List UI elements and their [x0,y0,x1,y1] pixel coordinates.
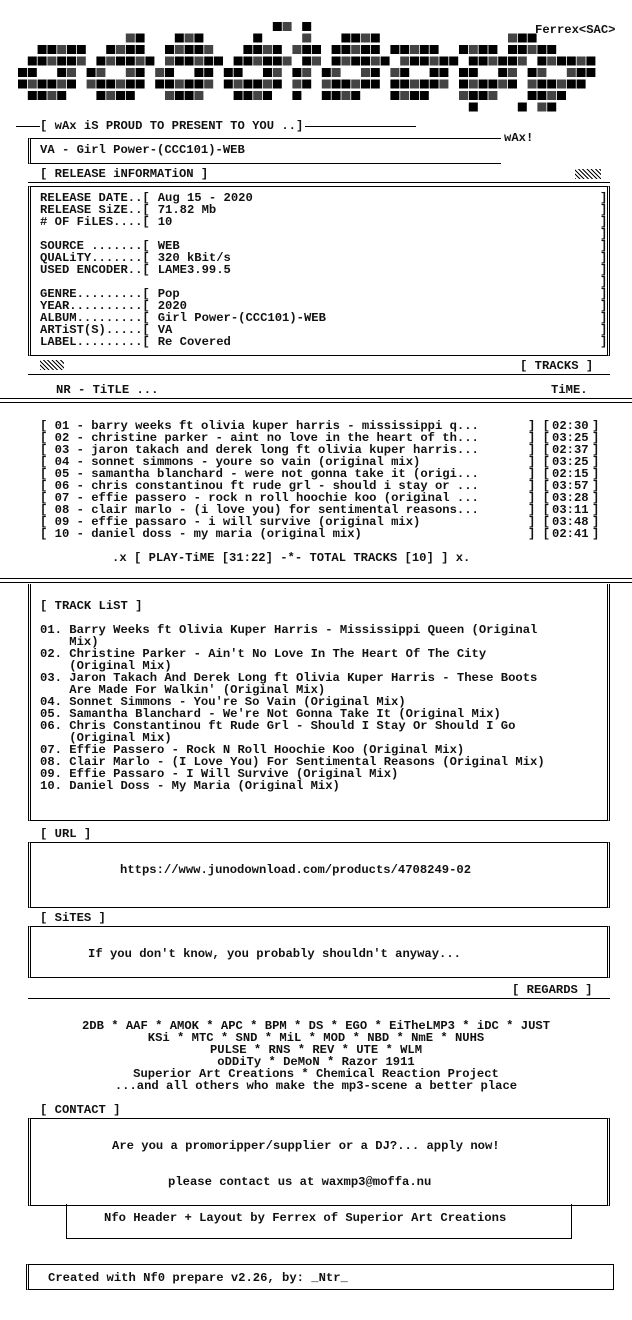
layout-credit: Nfo Header + Layout by Ferrex of Superior Art Creations [104,1211,507,1225]
release-info-row [40,264,610,276]
created-with: Created with Nf0 prepare v2.26, by: _Ntr_ [48,1271,348,1285]
url-link[interactable]: https://www.junodownload.com/products/4708249-02 [120,863,472,877]
release-info-value: 10 [157,215,173,229]
track-time: 03:25 [552,455,589,469]
regards-lines [0,1020,632,1092]
tracklist-line: Are Made For Walkin' (Original Mix) [40,683,326,697]
release-info-value: LAME3.99.5 [157,263,231,277]
release-info-label: USED ENCODER..[ [40,263,150,277]
divider [0,578,632,583]
tracklist-line: 08. Clair Marlo - (I Love You) For Sentimental Reasons (Original Mix) [40,755,545,769]
track-number: 04 [54,455,70,469]
contact-line-2: please contact us at waxmp3@moffa.nu [168,1175,432,1189]
track-row: [ 02 - christine parker - aint no love in the heart of th... ] [ 03:25 ] [40,431,600,445]
track-number: 05 [54,467,70,481]
contact-box [28,1118,610,1206]
tracklist-line: 06. Chris Constantinou ft Rude Grl - Should I Stay Or Should I Go [40,719,516,733]
tracklist-lines [40,624,545,792]
release-info-label: # OF FiLES....[ [40,215,150,229]
track-number: 10 [54,527,70,541]
release-info-value: WEB [157,239,180,253]
hatch-decoration [40,360,64,370]
regards-line: oDDiTy * DeMoN * Razor 1911 [217,1055,415,1069]
release-info-value: 2020 [157,299,187,313]
release-info-label: ARTiST(S).....[ [40,323,150,337]
bracket: ] [600,191,608,205]
header-credit: Ferrex<SAC> [535,23,616,37]
track-number: 07 [54,491,70,505]
release-info-label: QUALiTY.......[ [40,251,150,265]
track-row: [ 10 - daniel doss - my maria (original mix) ] [ 02:41 ] [40,527,600,541]
track-row: [ 06 - chris constantinou ft rude grl - should i stay or ... ] [ 03:57 ] [40,479,600,493]
track-number: 09 [54,515,70,529]
regards-line: KSi * MTC * SND * MiL * MOD * NBD * NmE * NUHS [147,1031,485,1045]
contact-line-1: Are you a promoripper/supplier or a DJ?... apply now! [112,1139,500,1153]
bracket: ] [600,263,608,277]
divider [28,998,610,999]
release-info-label: ALBUM.........[ [40,311,150,325]
track-title: effie passaro - i will survive (original mix) [91,515,421,529]
bracket: ] [600,323,608,337]
regards-heading: [ REGARDS ] [512,983,593,997]
tracks-summary: .x [ PLAY-TiME [31:22] -*- TOTAL TRACKS [10] ] x. [112,551,471,565]
release-info-value: Aug 15 - 2020 [157,191,253,205]
divider [28,374,610,375]
bracket: ] [600,203,608,217]
track-table [40,420,610,540]
track-number: 02 [54,431,70,445]
track-title: samantha blanchard - were not gonna take it (origi... [91,467,479,481]
release-info-value: VA [157,323,173,337]
track-time: 03:48 [552,515,589,529]
track-time: 02:30 [552,419,589,433]
bracket: ] [600,227,608,241]
track-time: 03:57 [552,479,589,493]
bracket: ] [600,251,608,265]
release-info-list [40,192,610,348]
track-number: 08 [54,503,70,517]
tracklist-line: (Original Mix) [40,659,172,673]
track-row: [ 03 - jaron takach and derek long ft olivia kuper harris... ] [ 02:37 ] [40,443,600,457]
sites-text: If you don't know, you probably shouldn't anyway... [88,947,461,961]
track-row: [ 09 - effie passaro - i will survive (original mix) ] [ 03:48 ] [40,515,600,529]
release-info-value: Pop [157,287,180,301]
release-info-row [40,336,610,348]
tracklist-line: 04. Sonnet Simmons - You're So Vain (Original Mix) [40,695,406,709]
release-info-heading: [ RELEASE iNFORMATiON ] [40,167,209,181]
track-time: 02:37 [552,443,589,457]
regards-line: Superior Art Creations * Chemical Reaction Project [133,1067,499,1081]
col-time-header: TiME. [551,383,588,397]
release-info-value: Re Covered [157,335,231,349]
bracket: ] [600,311,608,325]
track-title: daniel doss - my maria (original mix) [91,527,362,541]
bracket: ] [600,275,608,289]
release-name: VA - Girl Power-(CCC101)-WEB [40,143,245,157]
track-title: chris constantinou ft rude grl - should i stay or ... [91,479,479,493]
bracket: ] [600,335,608,349]
track-title: christine parker - aint no love in the heart of th... [91,431,479,445]
regards-line: ...and all others who make the mp3-scene a better place [114,1079,518,1093]
track-row: [ 08 - clair marlo - (i love you) for sentimental reasons... ] [ 03:11 ] [40,503,600,517]
hatch-decoration [575,169,601,179]
tracklist-line: 07. Effie Passero - Rock N Roll Hoochie Koo (Original Mix) [40,743,465,757]
regards-line: 2DB * AAF * AMOK * APC * BPM * DS * EGO * EiTheLMP3 * iDC * JUST [81,1019,551,1033]
tracklist-line: 03. Jaron Takach And Derek Long ft Olivia Kuper Harris - These Boots [40,671,538,685]
url-heading: [ URL ] [40,827,92,841]
track-time: 03:28 [552,491,589,505]
tracklist-line: 01. Barry Weeks ft Olivia Kuper Harris - Mississippi Queen (Original [40,623,538,637]
tracklist-line: 09. Effie Passaro - I Will Survive (Original Mix) [40,767,399,781]
tracks-heading: [ TRACKS ] [520,359,594,373]
track-title: jaron takach and derek long ft olivia kuper harris... [91,443,479,457]
track-time: 03:25 [552,431,589,445]
track-number: 06 [54,479,70,493]
track-title: clair marlo - (i love you) for sentimental reasons... [91,503,479,517]
release-info-label: GENRE.........[ [40,287,150,301]
track-time: 03:11 [552,503,589,517]
track-title: sonnet simmons - youre so vain (original mix) [91,455,421,469]
release-info-value: 71.82 Mb [157,203,217,217]
regards-line: PULSE * RNS * REV * UTE * WLM [209,1043,423,1057]
sites-heading: [ SiTES ] [40,911,106,925]
bracket: ] [600,239,608,253]
track-row: [ 01 - barry weeks ft olivia kuper harris - mississippi q... ] [ 02:30 ] [40,419,600,433]
tracklist-line: 02. Christine Parker - Ain't No Love In The Heart Of The City [40,647,487,661]
track-time: 02:15 [552,467,589,481]
track-title: barry weeks ft olivia kuper harris - mississippi q... [91,419,479,433]
track-time: 02:41 [552,527,589,541]
col-title-header: NR - TiTLE ... [56,383,159,397]
release-info-label: RELEASE DATE..[ [40,191,150,205]
tracklist-line: Mix) [40,635,99,649]
release-info-label: YEAR..........[ [40,299,150,313]
bracket: ] [600,215,608,229]
release-info-label: RELEASE SiZE..[ [40,203,150,217]
tracklist-line: (Original Mix) [40,731,172,745]
release-info-label: LABEL.........[ [40,335,150,349]
track-title: effie passero - rock n roll hoochie koo (original ... [91,491,479,505]
track-number: 03 [54,443,70,457]
release-info-label: SOURCE .......[ [40,239,150,253]
tracklist-line: 10. Daniel Doss - My Maria (Original Mix) [40,779,340,793]
bracket: ] [600,299,608,313]
track-row: [ 04 - sonnet simmons - youre so vain (original mix) ] [ 03:25 ] [40,455,600,469]
tracklist-heading: [ TRACK LiST ] [40,599,143,613]
track-row: [ 07 - effie passero - rock n roll hoochie koo (original ... ] [ 03:28 ] [40,491,600,505]
track-row: [ 05 - samantha blanchard - were not gonna take it (origi... ] [ 02:15 ] [40,467,600,481]
divider [28,182,610,183]
present-line: [ wAx iS PROUD TO PRESENT TO YOU ..] [40,119,304,133]
track-number: 01 [54,419,70,433]
tracklist-line: 05. Samantha Blanchard - We're Not Gonna Take It (Original Mix) [40,707,501,721]
bracket: ] [600,287,608,301]
contact-heading: [ CONTACT ] [40,1103,121,1117]
release-info-row [40,216,610,228]
logo-tag: wAx! [504,131,534,145]
release-info-value: 320 kBit/s [157,251,231,265]
divider [0,398,632,403]
release-info-value: Girl Power-(CCC101)-WEB [157,311,326,325]
